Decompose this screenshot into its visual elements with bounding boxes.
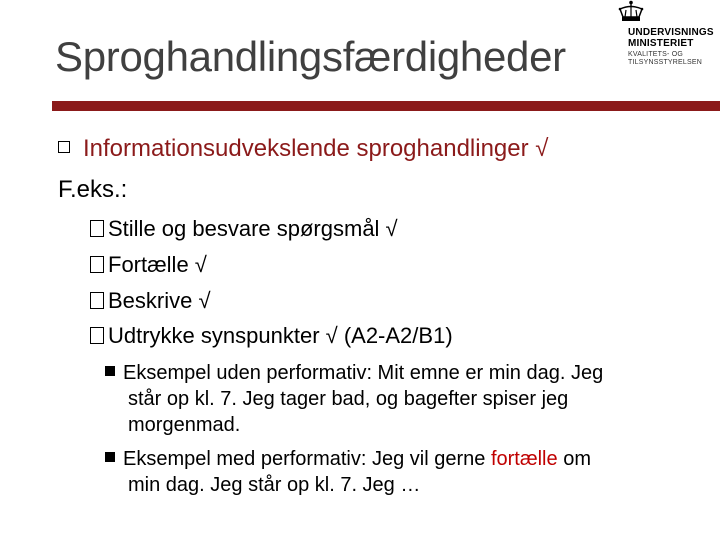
logo-text-line3: KVALITETS- OG xyxy=(628,51,683,58)
sub-item-text: Beskrive √ xyxy=(108,288,211,313)
example-text-continued: min dag. Jeg står op kl. 7. Jeg … xyxy=(128,474,421,496)
checkbox-placeholder-icon xyxy=(90,292,104,309)
example-text-continued: morgenmad. xyxy=(128,414,241,436)
title-rule xyxy=(52,101,720,111)
main-bullet xyxy=(58,135,548,163)
sub-item xyxy=(90,288,211,314)
filled-square-bullet-icon xyxy=(105,366,115,376)
logo-text-line1: UNDERVISNINGS xyxy=(628,27,714,38)
example-text: om xyxy=(557,448,591,470)
slide-title: Sproghandlingsfærdigheder xyxy=(55,33,566,80)
sub-item xyxy=(90,252,207,278)
sub-item-text: Udtrykke synspunkter √ (A2-A2/B1) xyxy=(108,323,453,348)
sub-item xyxy=(90,216,398,242)
sub-item-text: Fortælle √ xyxy=(108,252,207,277)
example-text: Eksempel med performativ: Jeg vil gerne xyxy=(123,448,491,470)
checkbox-placeholder-icon xyxy=(90,220,104,237)
checkbox-placeholder-icon xyxy=(90,256,104,273)
highlighted-word: fortælle xyxy=(490,448,558,470)
example-text: Eksempel uden performativ: Mit emne er min dag. Jeg xyxy=(123,362,604,384)
sub-item xyxy=(90,323,453,349)
hollow-square-bullet-icon xyxy=(58,141,70,153)
logo xyxy=(612,0,718,74)
example-bullet xyxy=(105,448,591,471)
sub-item-text: Stille og besvare spørgsmål √ xyxy=(108,216,398,241)
intro-text: F.eks.: xyxy=(58,176,128,203)
logo-text-line2: MINISTERIET xyxy=(628,38,694,49)
crown-icon xyxy=(616,0,646,22)
filled-square-bullet-icon xyxy=(105,452,115,462)
logo-text-line4: TILSYNSSTYRELSEN xyxy=(628,59,702,66)
checkbox-placeholder-icon xyxy=(90,327,104,344)
main-bullet-text: Informationsudvekslende sproghandlinger √ xyxy=(83,135,549,162)
example-text-continued: står op kl. 7. Jeg tager bad, og bagefter spiser jeg xyxy=(128,388,569,410)
example-bullet xyxy=(105,362,603,385)
